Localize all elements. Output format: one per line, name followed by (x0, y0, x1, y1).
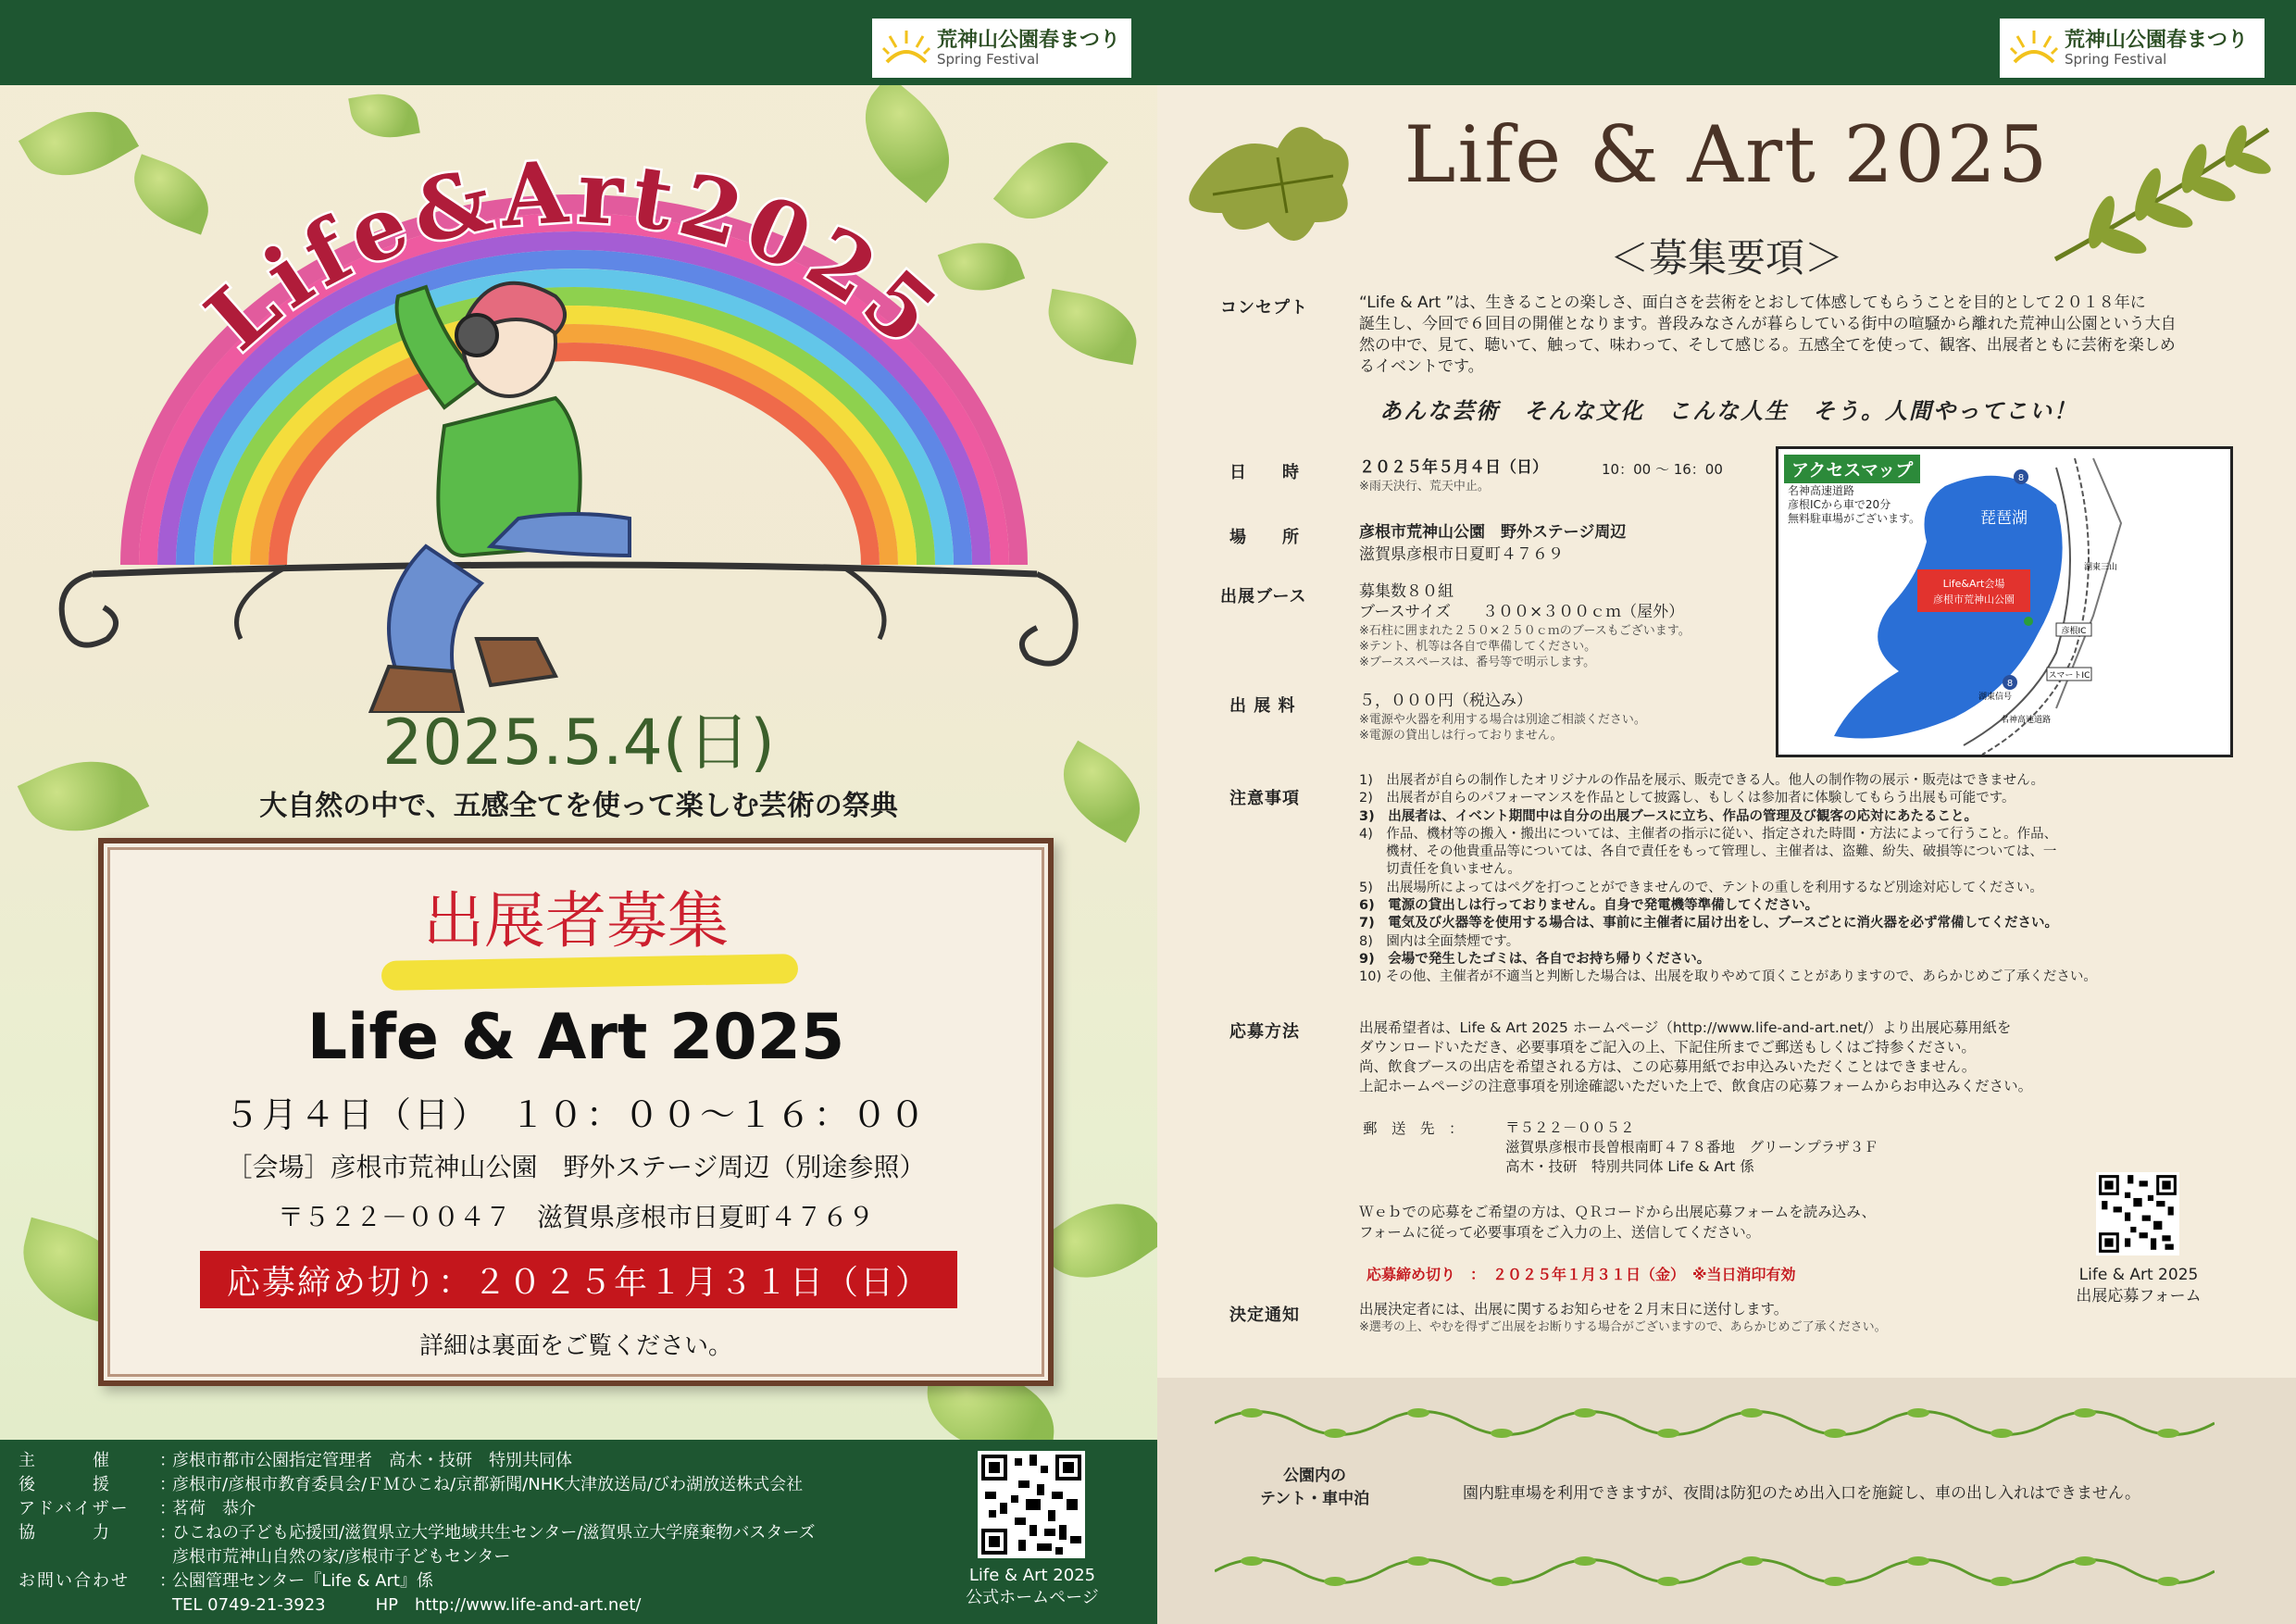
venue-address: 滋賀県彦根市日夏町４７６９ (1359, 545, 1564, 564)
page-subtitle: ＜募集要項＞ (1609, 235, 1843, 281)
vine-border-icon (1215, 1548, 2215, 1594)
map-venue-tag: Life&Art会場 (1942, 578, 2005, 590)
credit-row: アドバイザー ： 茗荷 恭介 (19, 1499, 256, 1518)
badge-title: 荒神山公園春まつり (937, 28, 1121, 52)
sun-logo-icon (2009, 23, 2059, 73)
rainbow-title-text: Life&Art2025 (187, 141, 961, 369)
sun-logo-icon (881, 23, 931, 73)
decision-label: 決定通知 (1229, 1305, 1300, 1325)
datetime-label: 日 時 (1229, 463, 1300, 482)
credit-row: 彦根市荒神山自然の家/彦根市子どもセンター (172, 1547, 511, 1567)
decision-text: 出展決定者には、出展に関するお知らせを２月末日に送付します。 ※選考の上、やむを得ずご出展をお断りする場合がございますので、あらかじめご了承ください。 (1359, 1301, 1887, 1334)
caution-list: 1) 出展者が自らの制作したオリジナルの作品を展示、販売できる人。他人の制作物の展示・販売はできません。 2) 出展者が自らのパフォーマンスを作品として披露し、もしくは参加者に体験してもらう出展も可能です。 3) 出展者は、イベント期間中は自分の出展ブースに立ち、作品の管理及び観客の応対にあたること。 4) 作品、機材等の搬入・搬出については、主催者の指示に従い、指定された時間・方法によって行うこと。作品、 機材、その他貴重品等については、各自で責任をもって管理し、主催者は、盗難、紛失、破損等については、一 切責任を負いません。 5) 出展場所によってはペグを打つことができませんので、テントの重しを利用するなど別途対応してください。 6) 電源の貸出しは行っておりません。自身で発電機等準備してください。 7) 電気及び火器等を使用する場合は、事前に主催者に届け出をし、ブースごとに消火器を必ず常備してください。 8) 園内は全面禁煙です。 9) 会場で発生したゴミは、各自でお持ち帰りください。 10) その他、主催者が不適当と判断した場合は、出展を取りやめて頂くことがありますので、あらかじめご了承ください。 (1359, 773, 2097, 985)
recruit-card (98, 838, 1054, 1386)
map-label: スマートIC (2048, 671, 2090, 681)
highlight-marker (381, 954, 798, 991)
map-label: 湖東三山 (2084, 563, 2118, 572)
datetime-note: ※雨天決行、荒天中止。 (1359, 480, 1490, 493)
apply-deadline: 応募締め切り ： ２０２５年１月３１日（金） ※当日消印有効 (1366, 1266, 1796, 1283)
apply-qr-caption: Life & Art 2025 出展応募フォーム (2076, 1266, 2202, 1305)
slogan: あんな芸術 そんな文化 こんな人生 そう。人間やってこい！ (1379, 398, 2078, 424)
badge-sub: Spring Festival (937, 51, 1040, 69)
rainbow-illustration (56, 120, 1102, 713)
card-address: 〒５２２－００４７ 滋賀県彦根市日夏町４７６９ (277, 1202, 874, 1232)
park-info-strip (1157, 1378, 2296, 1624)
fee-notes: ※電源や火器を利用する場合は別途ご相談ください。 ※電源の貸出しは行っておりません。 (1359, 713, 1646, 743)
card-note: 詳細は裏面をご覧ください。 (418, 1332, 732, 1360)
credit-row: TEL 0749-21-3923 HP http://www.life-and-art.net/ (172, 1595, 642, 1615)
tagline: 大自然の中で、五感全てを使って楽しむ芸術の祭典 (259, 790, 898, 822)
credit-row: お問い合わせ ： 公園管理センター『Life & Art』係 (19, 1571, 433, 1591)
fee-label: 出 展 料 (1229, 696, 1296, 716)
festival-badge (872, 19, 1131, 78)
datetime-value: ２０２５年５月４日（日） (1359, 458, 1548, 477)
datetime-time: 10：00 ～ 16：00 (1602, 461, 1723, 478)
map-label: 名神高速道路 (2001, 716, 2052, 725)
homepage-qr-code[interactable] (978, 1451, 1085, 1558)
credits-footer (0, 1440, 1157, 1624)
recruit-heading: 出展者募集 (423, 885, 729, 956)
apply-form-qr-code[interactable] (2096, 1172, 2179, 1255)
back-page (1157, 0, 2296, 1624)
route-marker: 8 (2006, 679, 2014, 689)
map-label: 彦根IC (2061, 627, 2087, 636)
credit-row: 主 催 ： 彦根市都市公園指定管理者 高木・技研 特別共同体 (19, 1451, 572, 1470)
concept-label: コンセプト (1220, 298, 1308, 318)
credit-row: 協 力 ： ひこねの子ども応援団/滋賀県立大学地域共生センター/滋賀県立大学廃棄物バスターズ (19, 1523, 816, 1543)
card-datetime: ５月４日（日） １０：００～１６：００ (223, 1094, 928, 1135)
mail-address: 〒５２２－００５２ 滋賀県彦根市長曽根南町４７８番地 グリーンプラザ３Ｆ 高木・技研 特別共同体 Life & Art 係 (1505, 1119, 1878, 1175)
map-note: 名神高速道路 彦根ICから車で20分 無料駐車場がございます。 (1788, 484, 1921, 525)
park-label: 公園内の テント・車中泊 (1259, 1467, 1370, 1508)
apply-label: 応募方法 (1229, 1022, 1300, 1042)
badge-title: 荒神山公園春まつり (2065, 28, 2249, 52)
map-label: 湖東信号 (1978, 693, 2013, 702)
caution-label: 注意事項 (1229, 789, 1300, 808)
vine-border-icon (1215, 1400, 2215, 1446)
festival-badge (2000, 19, 2265, 78)
booth-count: 募集数８０組 (1359, 582, 1454, 601)
venue-label: 場 所 (1229, 528, 1300, 547)
apply-text: 出展希望者は、Life & Art 2025 ホームページ（http://www.life-and-art.net/）より出展応募用紙を ダウンロードいただき、必要事項をご記入の上、下記住所までご郵送もしくはご持参ください。 尚、飲食ブースの出店を希望される方は、この応募用紙でお申込みいただくことはできません。 上記ホームページの注意事項を別途確認いただいた上で、飲食店の応募フォームからお申込みください。 (1359, 1019, 2033, 1094)
map-title: アクセスマップ (1784, 455, 1920, 483)
access-map (1776, 446, 2233, 757)
deadline-banner: 応募締め切り：２０２５年１月３１日（日） (200, 1251, 957, 1308)
map-lake-label: 琵琶湖 (1980, 509, 2028, 528)
fee-value: ５，０００円（税込み） (1359, 692, 1532, 710)
web-apply-text: Ｗｅｂでの応募をご希望の方は、ＱＲコードから出展応募フォームを読み込み、 フォームに従って必要事項をご入力の上、送信してください。 (1359, 1204, 1877, 1241)
card-venue: ［会場］彦根市荒神山公園 野外ステージ周辺（別途参照） (226, 1152, 926, 1182)
credit-row: 後 援 ： 彦根市/彦根市教育委員会/ＦＭひこね/京都新聞/NHK大津放送局/びわ湖放送株式会社 (19, 1475, 804, 1494)
map-venue-tag: 彦根市荒神山公園 (1933, 593, 2015, 606)
route-marker: 8 (2017, 473, 2025, 483)
concept-text: “Life & Art ”は、生きることの楽しさ、面白さを芸術をとおして体感してもらうことを目的として２０１８年に 誕生し、今回で６回目の開催となります。普段みなさんが暮らしている街中の喧騒から離れた荒神山公園という大自 然の中で、見て、聴いて、触って、味わって、そして感じる。五感全てを使って、観客、出展者ともに芸術を楽しめ るイベントです。 (1359, 294, 2177, 376)
booth-size: ブースサイズ ３００×３００ｃｍ（屋外） (1359, 603, 1685, 621)
booth-label: 出展ブース (1220, 587, 1307, 606)
event-date: 2025.5.4(日) (382, 706, 775, 780)
card-title: Life & Art 2025 (306, 1001, 845, 1074)
badge-sub: Spring Festival (2065, 51, 2167, 69)
park-text: 園内駐車場を利用できますが、夜間は防犯のため出入口を施錠し、車の出し入れはできません。 (1463, 1484, 2141, 1503)
page-title: Life & Art 2025 (1404, 109, 2050, 200)
booth-notes: ※石柱に囲まれた２５０×２５０ｃｍのブースもございます。 ※テント、机等は各自で準備してください。 ※ブーススペースは、番号等で明示します。 (1359, 624, 1691, 669)
mail-label: 郵 送 先 ： (1363, 1120, 1464, 1137)
venue-value: 彦根市荒神山公園 野外ステージ周辺 (1359, 523, 1627, 542)
qr-caption: Life & Art 2025 公式ホームページ (966, 1566, 1099, 1607)
